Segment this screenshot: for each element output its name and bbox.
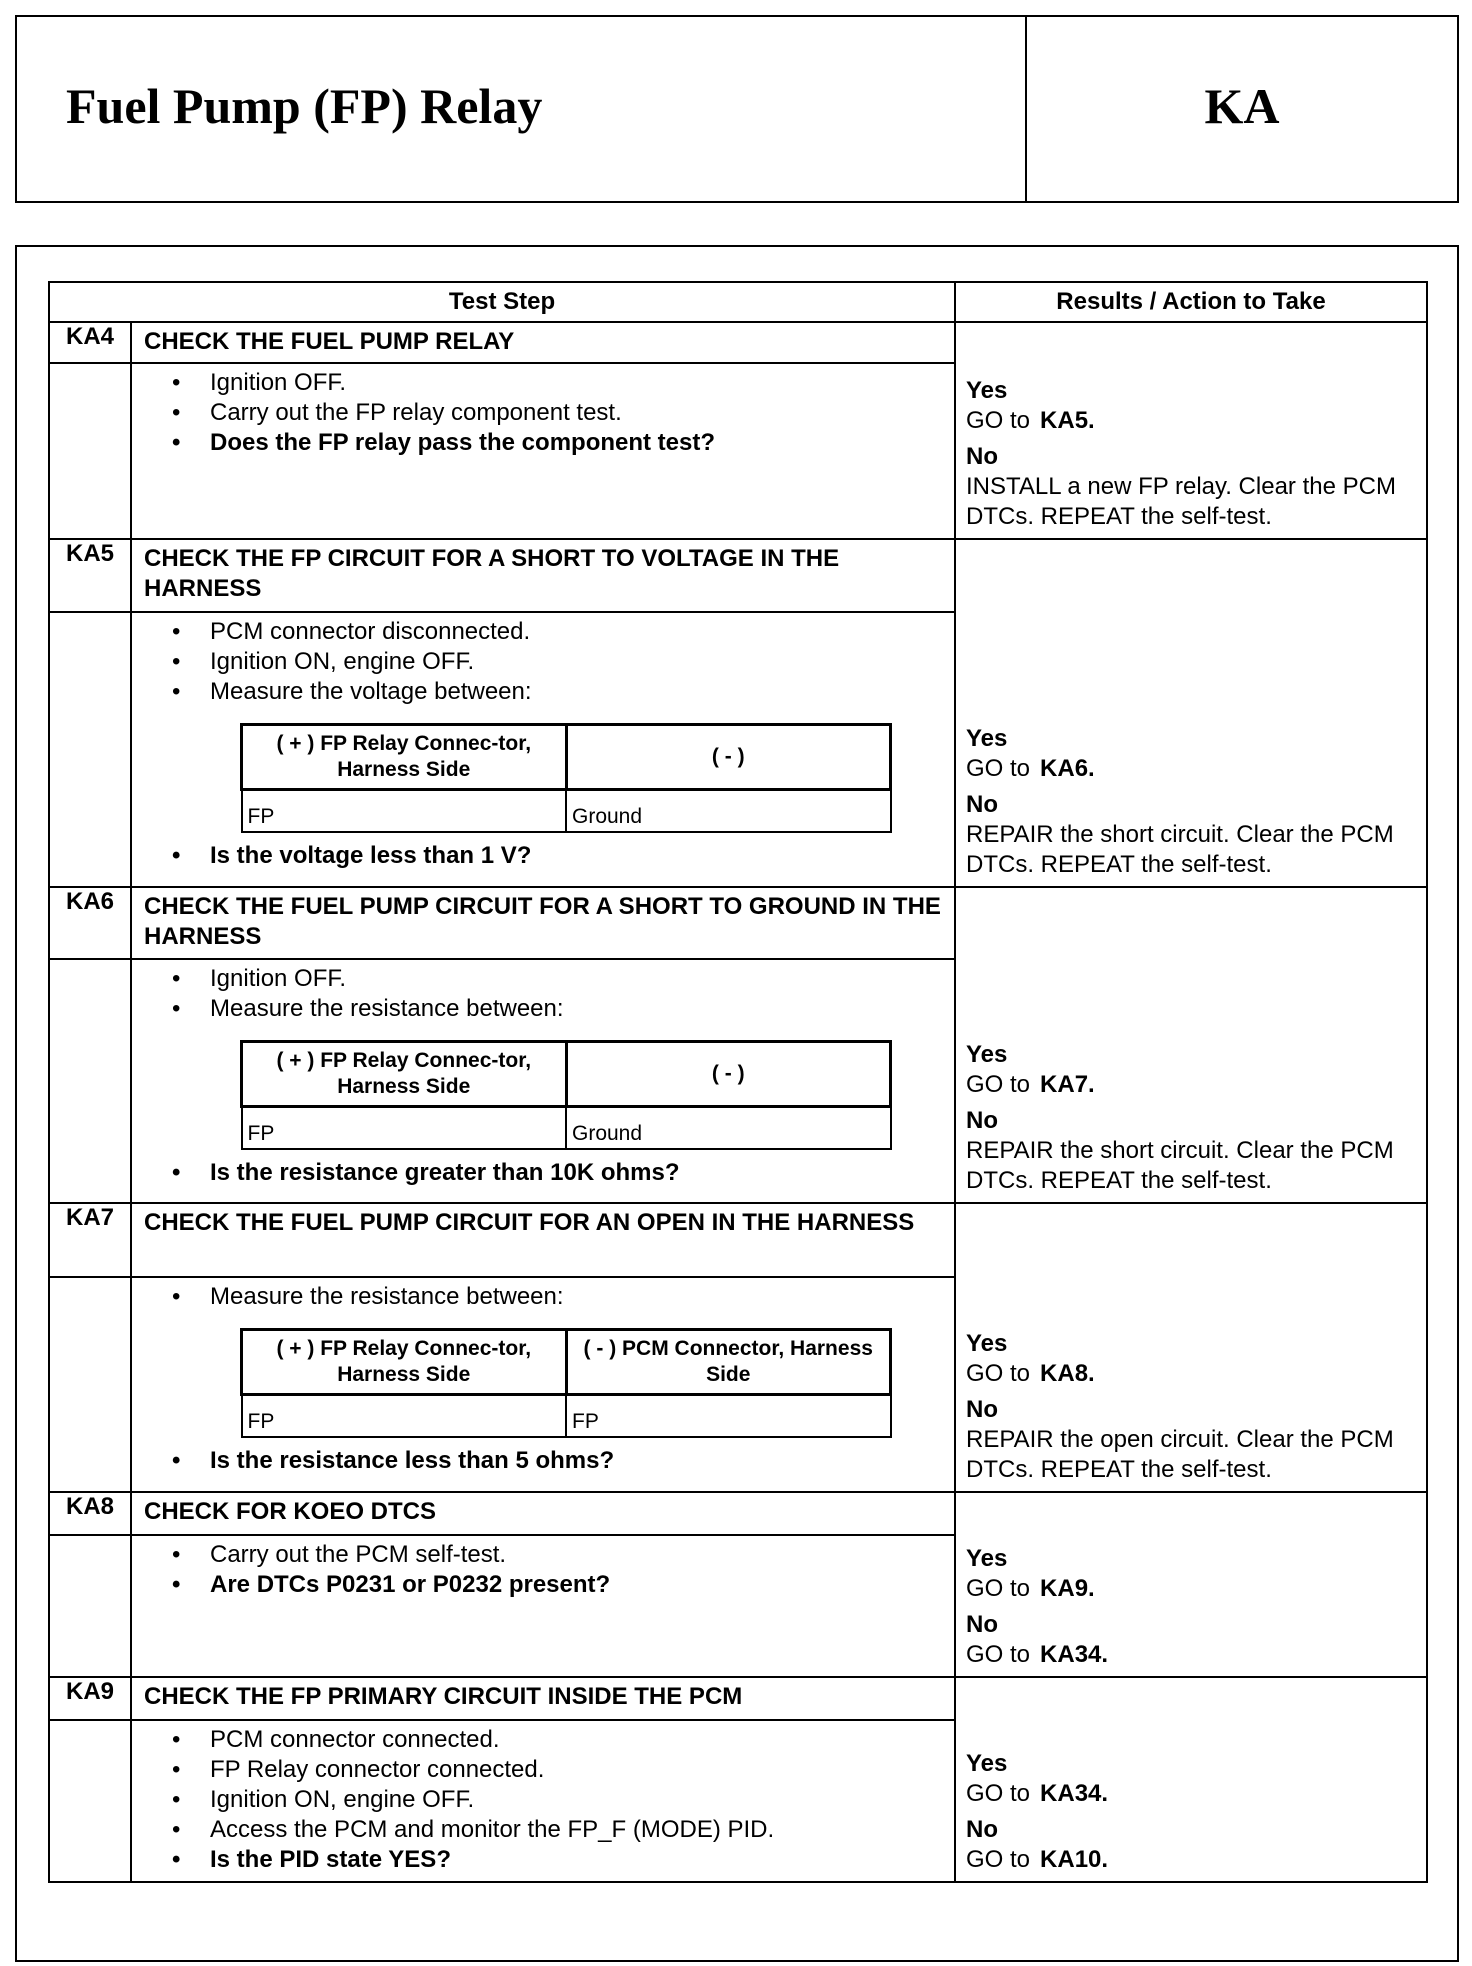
- step-question-list: [132, 428, 954, 458]
- yes-action: [966, 1574, 1420, 1604]
- yes-action: [966, 1359, 1420, 1389]
- yes-target-link[interactable]: KA5.: [1040, 407, 1095, 434]
- no-action-text: INSTALL a new FP relay. Clear the PCM DTCs. REPEAT the self-test.: [966, 473, 1396, 530]
- step-question-list: [132, 1446, 954, 1476]
- yes-action-text: GO to: [966, 1360, 1031, 1387]
- positive-lead-value: FP: [242, 1395, 567, 1438]
- test-step-table: [48, 281, 1428, 1883]
- yes-label: Yes: [966, 1330, 1008, 1357]
- step-title-row: [49, 539, 1427, 612]
- step-body: [131, 959, 955, 1203]
- step-question-list: [132, 1158, 954, 1188]
- measurement-table: [240, 1040, 892, 1150]
- step-question: • Is the resistance less than 5 ohms?: [172, 1446, 954, 1476]
- page-header: [15, 15, 1459, 203]
- step-question: • Does the FP relay pass the component test?: [172, 428, 954, 458]
- step-id: KA8: [49, 1492, 131, 1535]
- positive-lead-value: FP: [242, 790, 567, 833]
- measurement-row: [242, 1395, 891, 1438]
- step-id-spacer: [49, 959, 131, 1203]
- no-label: No: [966, 1396, 998, 1423]
- step-instructions: [132, 617, 954, 707]
- step-question: • Is the voltage less than 1 V?: [172, 841, 954, 871]
- no-action: [966, 820, 1420, 880]
- step-title: CHECK FOR KOEO DTCS: [131, 1492, 955, 1535]
- instruction-item: • Access the PCM and monitor the FP_F (MODE) PID.: [172, 1815, 954, 1845]
- instruction-item: • Measure the voltage between:: [172, 677, 954, 707]
- no-action-text: GO to: [966, 1846, 1031, 1873]
- step-title-row: [49, 1203, 1427, 1277]
- step-title: CHECK THE FUEL PUMP RELAY: [131, 322, 955, 363]
- negative-lead-value: Ground: [566, 790, 891, 833]
- measurement-header-row: [242, 1042, 891, 1107]
- instruction-item: • Ignition OFF.: [172, 964, 954, 994]
- yes-action-text: GO to: [966, 1780, 1031, 1807]
- section-code: KA: [1204, 78, 1280, 134]
- step-question: • Is the resistance greater than 10K ohms?: [172, 1158, 954, 1188]
- positive-lead-header: ( + ) FP Relay Connec-tor, Harness Side: [242, 1042, 567, 1107]
- measurement-table: [240, 1328, 892, 1438]
- yes-label: Yes: [966, 377, 1008, 404]
- step-results: [955, 539, 1427, 887]
- step-body: [131, 363, 955, 539]
- step-results: [955, 1677, 1427, 1882]
- instruction-item: • Ignition ON, engine OFF.: [172, 1785, 954, 1815]
- no-label: No: [966, 1611, 998, 1638]
- col-results: Results / Action to Take: [955, 282, 1427, 322]
- step-title: CHECK THE FP PRIMARY CIRCUIT INSIDE THE PCM: [131, 1677, 955, 1720]
- step-id: KA9: [49, 1677, 131, 1720]
- no-label: No: [966, 443, 998, 470]
- step-title-row: [49, 1677, 1427, 1720]
- measurement-header-row: [242, 1330, 891, 1395]
- yes-action-text: GO to: [966, 755, 1031, 782]
- instruction-item: • Ignition OFF.: [172, 368, 954, 398]
- no-action: [966, 1425, 1420, 1485]
- measurement-row: [242, 1107, 891, 1150]
- step-id: KA4: [49, 322, 131, 363]
- yes-target-link[interactable]: KA6.: [1040, 755, 1095, 782]
- step-question: • Is the PID state YES?: [172, 1845, 954, 1875]
- yes-action: [966, 406, 1420, 436]
- step-id-spacer: [49, 363, 131, 539]
- no-action: [966, 1136, 1420, 1196]
- step-instructions: [132, 1725, 954, 1845]
- step-id: KA6: [49, 887, 131, 959]
- yes-label: Yes: [966, 1041, 1008, 1068]
- step-title-row: [49, 322, 1427, 363]
- negative-lead-value: FP: [566, 1395, 891, 1438]
- yes-label: Yes: [966, 1545, 1008, 1572]
- no-label: No: [966, 1107, 998, 1134]
- no-label: No: [966, 1816, 998, 1843]
- measurement-row: [242, 790, 891, 833]
- yes-action: [966, 1070, 1420, 1100]
- step-body: [131, 1720, 955, 1882]
- step-title-row: [49, 1492, 1427, 1535]
- instruction-item: • Carry out the FP relay component test.: [172, 398, 954, 428]
- yes-action-text: GO to: [966, 1071, 1031, 1098]
- step-results: [955, 1203, 1427, 1492]
- yes-action-text: GO to: [966, 407, 1031, 434]
- measurement-table: [240, 723, 892, 833]
- step-title-row: [49, 887, 1427, 959]
- step-question: • Are DTCs P0231 or P0232 present?: [172, 1570, 954, 1600]
- table-header-row: [49, 282, 1427, 322]
- col-test-step: Test Step: [49, 282, 955, 322]
- instruction-item: • Measure the resistance between:: [172, 994, 954, 1024]
- step-results: [955, 322, 1427, 539]
- yes-action-text: GO to: [966, 1575, 1031, 1602]
- page-title: Fuel Pump (FP) Relay: [66, 78, 543, 134]
- positive-lead-header: ( + ) FP Relay Connec-tor, Harness Side: [242, 1330, 567, 1395]
- negative-lead-header: ( - ): [566, 725, 891, 790]
- step-instructions: [132, 1282, 954, 1312]
- negative-lead-value: Ground: [566, 1107, 891, 1150]
- positive-lead-value: FP: [242, 1107, 567, 1150]
- negative-lead-header: ( - ) PCM Connector, Harness Side: [566, 1330, 891, 1395]
- no-action: [966, 1640, 1420, 1670]
- no-action-text: REPAIR the short circuit. Clear the PCM DTCs. REPEAT the self-test.: [966, 1137, 1394, 1194]
- step-body: [131, 1535, 955, 1677]
- no-action: [966, 472, 1420, 532]
- yes-label: Yes: [966, 725, 1008, 752]
- step-instructions: [132, 964, 954, 1024]
- step-id: KA7: [49, 1203, 131, 1277]
- step-instructions: [132, 368, 954, 428]
- step-question-list: [132, 1570, 954, 1600]
- no-action-text: REPAIR the short circuit. Clear the PCM DTCs. REPEAT the self-test.: [966, 821, 1394, 878]
- step-id-spacer: [49, 1720, 131, 1882]
- yes-action: [966, 1779, 1420, 1809]
- step-body: [131, 1277, 955, 1492]
- step-id-spacer: [49, 1277, 131, 1492]
- instruction-item: • FP Relay connector connected.: [172, 1755, 954, 1785]
- yes-target-link[interactable]: KA7.: [1040, 1071, 1095, 1098]
- step-id-spacer: [49, 612, 131, 887]
- instruction-item: • PCM connector connected.: [172, 1725, 954, 1755]
- instruction-item: • Ignition ON, engine OFF.: [172, 647, 954, 677]
- step-id: KA5: [49, 539, 131, 612]
- step-id-spacer: [49, 1535, 131, 1677]
- yes-label: Yes: [966, 1750, 1008, 1777]
- no-action-text: REPAIR the open circuit. Clear the PCM DTCs. REPEAT the self-test.: [966, 1426, 1394, 1483]
- step-title: CHECK THE FP CIRCUIT FOR A SHORT TO VOLTAGE IN THE HARNESS: [131, 539, 955, 612]
- yes-target-link[interactable]: KA9.: [1040, 1575, 1095, 1602]
- step-instructions: [132, 1540, 954, 1570]
- step-body: [131, 612, 955, 887]
- step-results: [955, 887, 1427, 1203]
- no-target-link[interactable]: KA34.: [1040, 1641, 1109, 1668]
- yes-target-link[interactable]: KA8.: [1040, 1360, 1095, 1387]
- step-results: [955, 1492, 1427, 1677]
- step-title: CHECK THE FUEL PUMP CIRCUIT FOR AN OPEN IN THE HARNESS: [131, 1203, 955, 1277]
- no-label: No: [966, 791, 998, 818]
- positive-lead-header: ( + ) FP Relay Connec-tor, Harness Side: [242, 725, 567, 790]
- measurement-header-row: [242, 725, 891, 790]
- instruction-item: • PCM connector disconnected.: [172, 617, 954, 647]
- yes-target-link[interactable]: KA34.: [1040, 1780, 1109, 1807]
- step-question-list: [132, 1845, 954, 1875]
- no-target-link[interactable]: KA10.: [1040, 1846, 1109, 1873]
- step-question-list: [132, 841, 954, 871]
- instruction-item: • Carry out the PCM self-test.: [172, 1540, 954, 1570]
- step-title: CHECK THE FUEL PUMP CIRCUIT FOR A SHORT TO GROUND IN THE HARNESS: [131, 887, 955, 959]
- no-action: [966, 1845, 1420, 1875]
- no-action-text: GO to: [966, 1641, 1031, 1668]
- yes-action: [966, 754, 1420, 784]
- instruction-item: • Measure the resistance between:: [172, 1282, 954, 1312]
- negative-lead-header: ( - ): [566, 1042, 891, 1107]
